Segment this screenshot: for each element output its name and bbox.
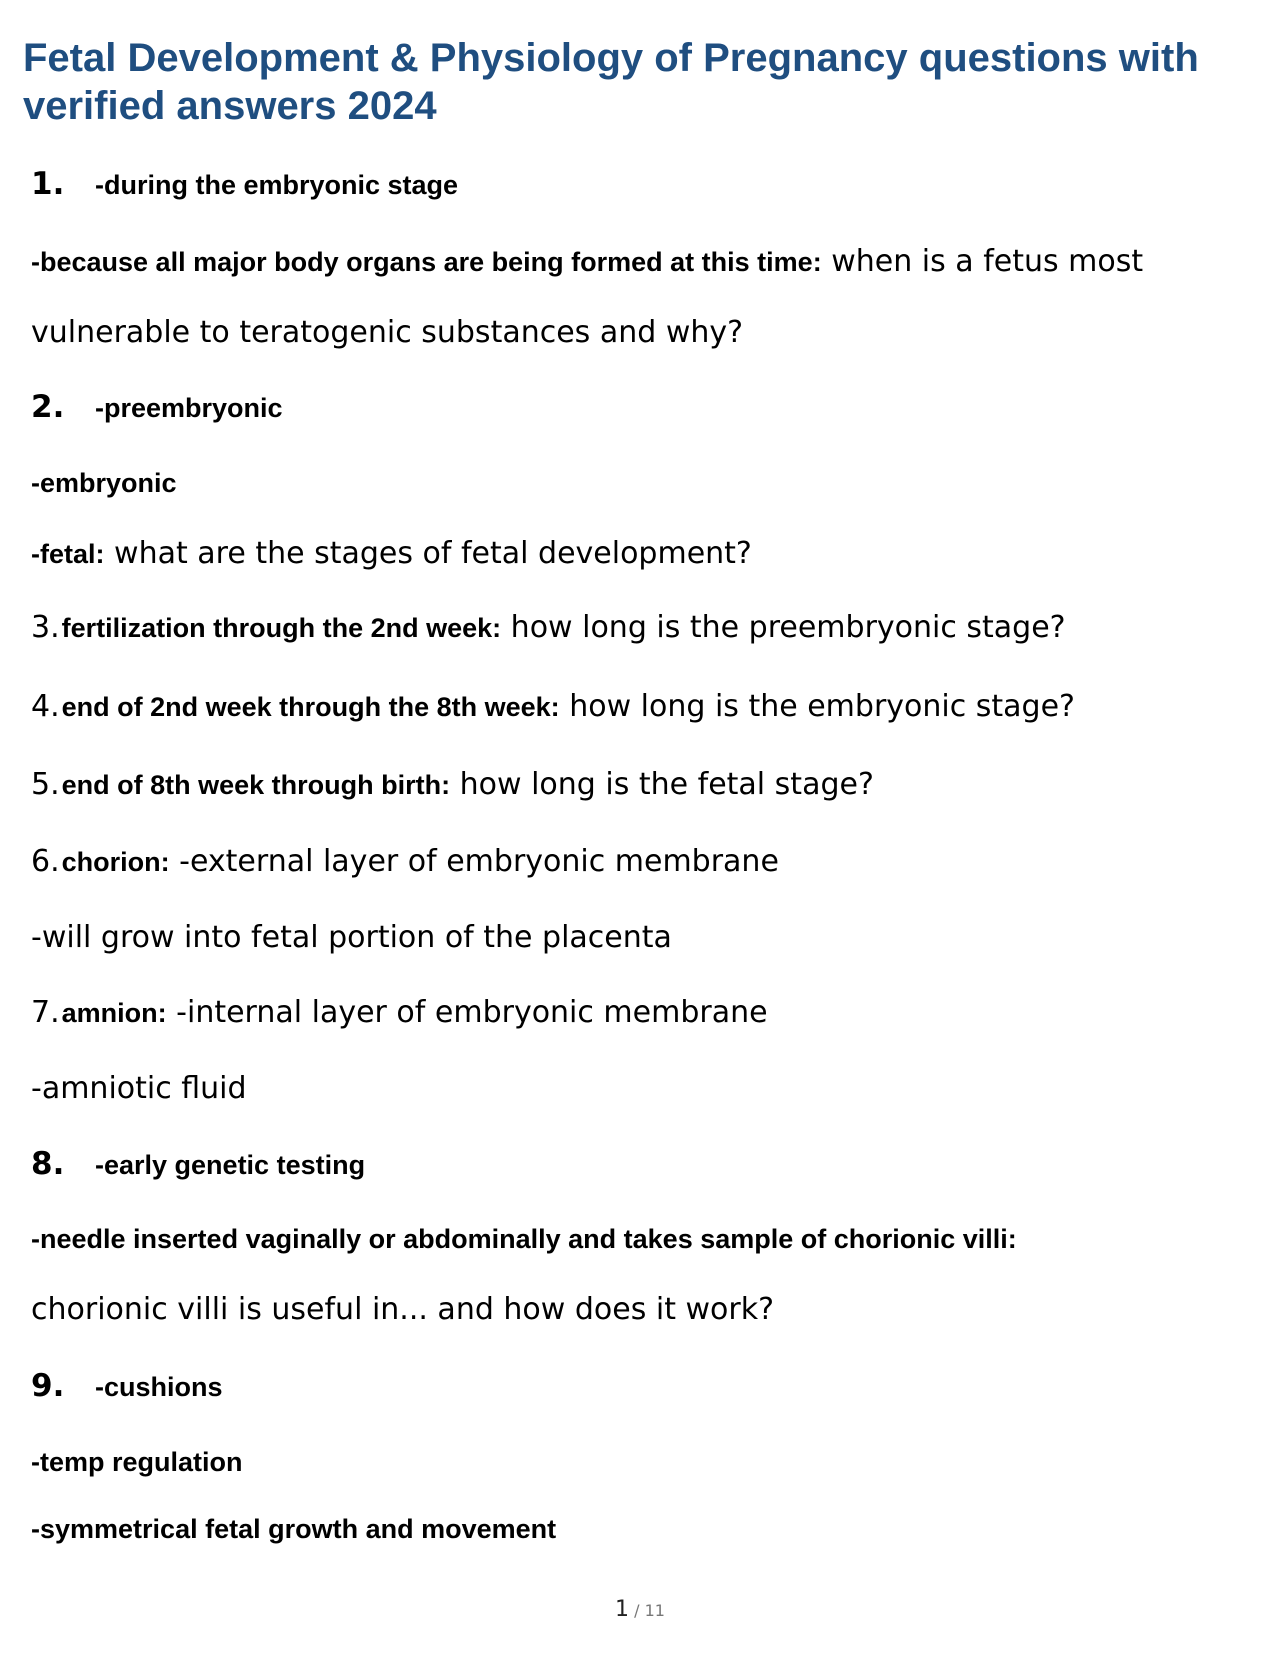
answer-text: -needle inserted vaginally or abdominally and takes sample of chorionic villi: [31,1224,1017,1254]
question-text: -will grow into fetal portion of the placenta [31,920,672,955]
question-text: -amniotic fluid [31,1071,247,1106]
item-number: 7. [31,995,60,1030]
question-text: -internal layer of embryonic membrane [166,995,768,1030]
question-text: -external layer of embryonic membrane [169,844,779,879]
item-number: 3. [31,610,60,645]
question-text: when is a fetus most [821,244,1144,279]
question-text: how long is the embryonic stage? [559,689,1075,724]
item-1-line-3 [31,315,743,350]
item-number: 5. [31,767,60,802]
item-3 [31,610,1066,645]
item-number: 6. [31,844,60,879]
item-7-line-2 [31,1071,247,1106]
item-number: 9. [31,1368,65,1404]
item-9-line-3 [31,1514,556,1545]
item-6-line-2 [31,920,672,955]
answer-text: chorion: [61,847,170,877]
answer-text: amnion: [61,998,167,1028]
question-text: vulnerable to teratogenic substances and why? [31,315,744,350]
answer-text: -embryonic [31,468,177,498]
item-8 [31,1146,365,1182]
answer-text: -temp regulation [31,1447,243,1477]
item-number: 8. [31,1146,65,1182]
item-number: 2. [31,389,65,425]
item-4 [31,689,1075,724]
item-8-line-2 [31,1224,1017,1255]
item-2 [31,389,283,425]
answer-text: -fetal: [31,539,105,569]
question-text: how long is the fetal stage? [450,767,874,802]
page-total: / 11 [634,1601,665,1620]
answer-text: -cushions [95,1372,223,1402]
question-text: chorionic villi is useful in... and how does it work? [31,1292,775,1327]
item-7 [31,995,768,1030]
item-2-line-3 [31,536,752,571]
item-1-line-2 [31,244,1143,279]
item-number: 4. [31,689,60,724]
answer-text: -because all major body organs are being formed at this time: [31,247,822,277]
answer-text: end of 8th week through birth: [61,770,451,800]
answer-text: end of 2nd week through the 8th week: [61,692,560,722]
answer-text: -symmetrical fetal growth and movement [31,1514,557,1544]
item-9 [31,1368,223,1404]
document-title: Fetal Development & Physiology of Pregnancy questions with verified answers 2024 [23,36,1199,128]
item-number: 1. [31,166,65,202]
item-8-line-3 [31,1292,774,1327]
answer-text: -preembryonic [95,393,283,423]
answer-text: -early genetic testing [95,1150,366,1180]
question-text: what are the stages of fetal development? [104,536,752,571]
question-text: how long is the preembryonic stage? [501,610,1066,645]
page-current: 1 [615,1597,630,1622]
page-indicator [0,1597,1280,1622]
item-9-line-2 [31,1447,243,1478]
item-2-line-2 [31,468,177,499]
item-1 [31,166,458,202]
answer-text: -during the embryonic stage [95,170,459,200]
item-6 [31,844,779,879]
item-5 [31,767,874,802]
answer-text: fertilization through the 2nd week: [61,613,502,643]
